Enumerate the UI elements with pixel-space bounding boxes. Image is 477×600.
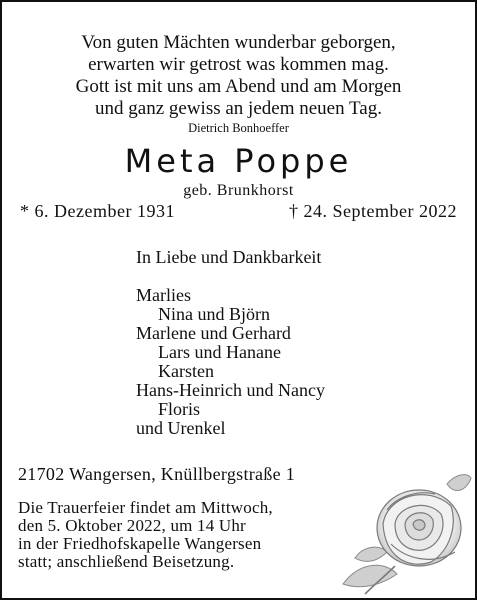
birth-date: * 6. Dezember 1931 <box>20 201 175 221</box>
mourners-list <box>136 248 325 438</box>
mourners-intro: In Liebe und Dankbarkeit <box>136 247 322 267</box>
poem-line: Von guten Mächten wunderbar geborgen, <box>81 32 396 53</box>
service-line: statt; anschließend Beisetzung. <box>18 552 235 571</box>
mourner-line: Nina und Björn <box>158 304 270 324</box>
spacer <box>136 267 325 286</box>
poem-line: erwarten wir getrost was kommen mag. <box>88 54 389 75</box>
poem-line: Gott ist mit uns am Abend und am Morgen <box>75 76 402 97</box>
poem-author: Dietrich Bonhoeffer <box>188 121 289 135</box>
mourner-line: Floris <box>158 399 201 419</box>
family-address: 21702 Wangersen, Knüllbergstraße 1 <box>18 464 296 484</box>
service-line: in der Friedhofskapelle Wangersen <box>18 534 262 553</box>
mourner-line: Karsten <box>158 361 214 381</box>
maiden-name: geb. Brunkhorst <box>183 182 294 199</box>
poem-block <box>2 32 475 136</box>
poem-line: und ganz gewiss an jedem neuen Tag. <box>95 98 382 119</box>
service-info <box>18 499 273 571</box>
mourner-line: Hans-Heinrich und Nancy <box>136 380 325 400</box>
service-line: Die Trauerfeier findet am Mittwoch, <box>18 498 273 517</box>
death-date: † 24. September 2022 <box>289 201 457 221</box>
mourner-line: Marlene und Gerhard <box>136 323 291 343</box>
rose-bloom <box>377 490 461 566</box>
mourner-line: und Urenkel <box>136 418 226 438</box>
deceased-name: Meta Poppe <box>124 142 353 180</box>
mourner-line: Marlies <box>136 285 191 305</box>
mourner-line: Lars und Hanane <box>158 342 281 362</box>
rose-icon <box>335 466 473 596</box>
service-line: den 5. Oktober 2022, um 14 Uhr <box>18 516 246 535</box>
